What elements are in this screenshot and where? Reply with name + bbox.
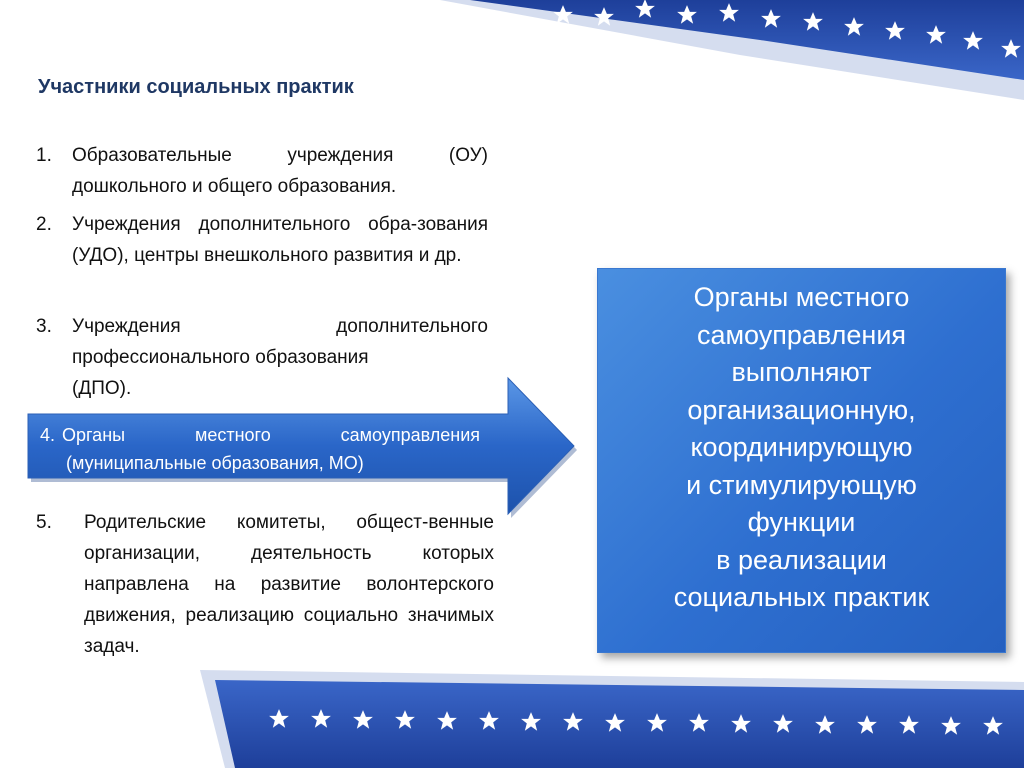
box-line: функции [747,507,856,537]
list-item-4-highlighted [40,421,480,477]
list-item-number: 3. [36,316,52,337]
box-line: координирующую [690,432,913,462]
list-item-number: 1. [36,145,52,166]
bottom-star-band [200,670,1024,768]
box-line: выполняют [731,357,872,387]
box-line: Органы местного [693,282,910,312]
box-line: организационную, [687,394,916,425]
list-item-text: Учреждения дополнительного обра-зования (УДО), центры внешкольного развития и др. [72,214,488,266]
functions-box [597,268,1006,653]
list-item-1 [36,140,488,202]
box-line: самоуправления [696,319,907,350]
slide-title: Участники социальных практик [38,76,354,98]
list-item-3 [36,311,488,404]
list-item-text: Родительские комитеты, общест-венные организации, деятельность которых направлена на развитие волонтерского движения, реализацию социально значимых задач. [84,512,494,657]
top-star-band [440,0,1024,100]
list-item-number: 4. [40,425,56,445]
list-item-text-main: Учреждения дополнительного профессионального образования [72,316,488,368]
box-line: в реализации [716,544,887,575]
list-item-text: Органы местного самоуправления (муниципальные образования, МО) [62,425,480,473]
box-line: социальных практик [673,582,930,612]
list-item-text: Образовательные учреждения (ОУ) дошкольного и общего образования. [72,145,488,197]
list-item-2 [36,209,488,271]
box-line: и стимулирующую [686,469,917,500]
list-item-text-end: (ДПО). [72,378,132,399]
list-item-number: 2. [36,214,52,235]
list-item-number: 5. [36,512,52,533]
list-item-text [72,311,488,404]
list-item-5 [36,507,494,662]
